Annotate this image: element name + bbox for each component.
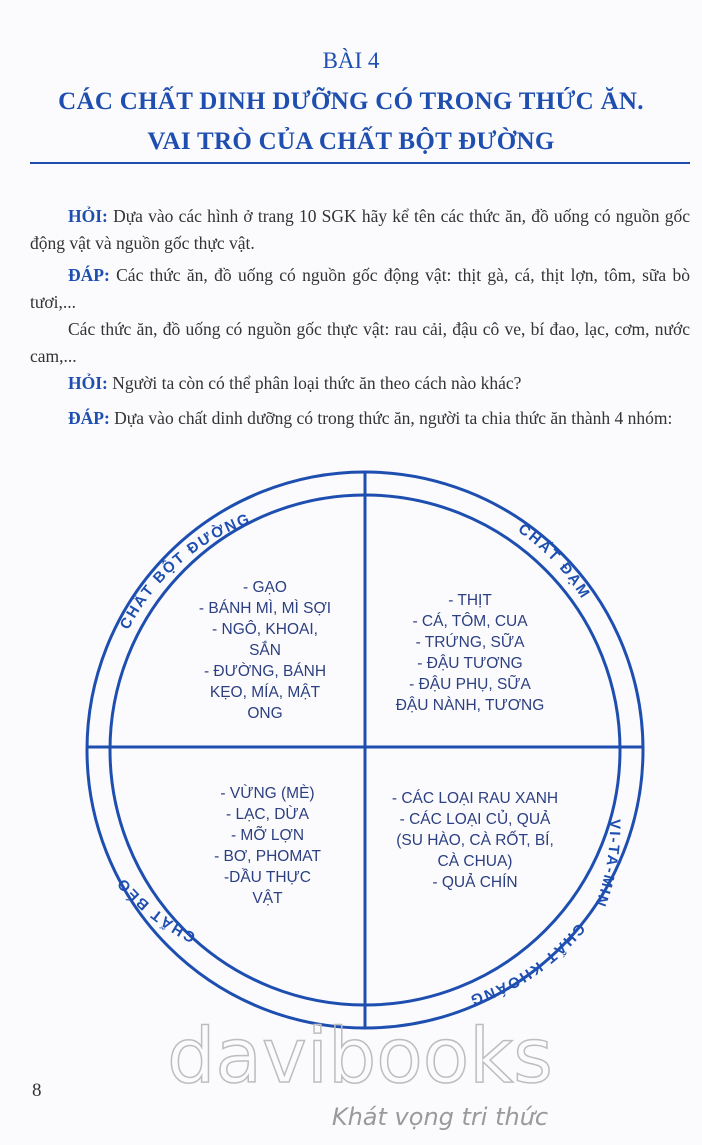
food-item: - BƠ, PHOMAT (214, 848, 321, 865)
food-item: - LẠC, DỪA (225, 806, 309, 823)
food-item: - QUẢ CHÍN (432, 874, 518, 891)
food-item: - MỠ LỢN (230, 827, 305, 844)
food-list-vitamin-mineral (365, 788, 585, 893)
food-item: - CÁ, TÔM, CUA (412, 613, 528, 630)
food-item: -DẦU THỰC (223, 869, 311, 886)
food-item: - GẠO (243, 579, 287, 596)
food-item: - ĐƯỜNG, BÁNH (203, 663, 327, 680)
paragraph-answer-2 (30, 405, 690, 432)
food-list-carbohydrate (175, 577, 355, 724)
food-item: KẸO, MÍA, MẬT (209, 684, 321, 701)
question-text: Dựa vào các hình ở trang 10 SGK hãy kể tên các thức ăn, đồ uống có nguồn gốc động vật và nguồn gốc thực vật. (30, 206, 690, 253)
food-item: - NGÔ, KHOAI, (212, 621, 318, 638)
group-label-mineral: CHẤT KHOÁNG (466, 919, 589, 1009)
question-text: Người ta còn có thể phân loại thức ăn theo cách nào khác? (107, 373, 522, 393)
group-label-carbohydrate: CHẤT BỘT ĐƯỜNG (116, 510, 254, 633)
food-list-fat (180, 783, 355, 909)
food-item: CÀ CHUA) (437, 853, 513, 870)
title-divider (30, 162, 690, 164)
food-list-protein (375, 590, 565, 716)
group-label-fat: CHẤT BÉO (112, 873, 199, 946)
answer-label: ĐÁP: (68, 265, 110, 285)
group-label-vitamin: VI-TA-MIN (591, 819, 624, 911)
food-item: VẬT (252, 890, 283, 907)
lesson-number: BÀI 4 (322, 48, 380, 73)
watermark-slogan: Khát vọng tri thức (331, 1103, 549, 1131)
answer-text: Dựa vào chất dinh dưỡng có trong thức ăn, người ta chia thức ăn thành 4 nhóm: (109, 408, 673, 428)
paragraph-answer-1-cont (30, 316, 690, 370)
paragraph-answer-1 (30, 262, 690, 316)
food-item: SẮN (249, 642, 281, 659)
food-item: - ĐẬU TƯƠNG (417, 655, 523, 672)
food-item: ONG (247, 705, 283, 722)
food-item: - BÁNH MÌ, MÌ SỢI (198, 600, 332, 617)
page-number: 8 (32, 1080, 42, 1101)
food-item: ĐẬU NÀNH, TƯƠNG (395, 697, 545, 714)
food-item: - CÁC LOẠI RAU XANH (391, 790, 559, 807)
food-item: - CÁC LOẠI CỦ, QUẢ (399, 811, 551, 828)
food-item: - TRỨNG, SỮA (415, 634, 525, 651)
food-item: - THỊT (448, 592, 492, 609)
answer-text: Các thức ăn, đồ uống có nguồn gốc thực vật: rau cải, đậu cô ve, bí đao, lạc, cơm, nước cam,... (30, 319, 690, 366)
watermark (150, 1000, 570, 1140)
food-item: - ĐẬU PHỤ, SỮA (409, 676, 531, 693)
watermark-brand: davibooks (167, 1011, 553, 1100)
answer-text: Các thức ăn, đồ uống có nguồn gốc động vật: thịt gà, cá, thịt lợn, tôm, sữa bò tươi,... (30, 265, 690, 312)
group-label-protein: CHẤT ĐẠM (514, 520, 594, 603)
question-label: HỎI: (68, 373, 108, 393)
paragraph-question-2 (30, 370, 690, 397)
question-label: HỎI: (68, 206, 108, 226)
food-item: - VỪNG (MÈ) (220, 785, 315, 802)
paragraph-question-1 (30, 203, 690, 257)
nutrient-group-diagram (0, 460, 702, 1060)
page-title-line1: CÁC CHẤT DINH DƯỠNG CÓ TRONG THỨC ĂN. (58, 88, 644, 115)
page-title-line2: VAI TRÒ CỦA CHẤT BỘT ĐƯỜNG (147, 128, 555, 155)
food-item: (SU HÀO, CÀ RỐT, BÍ, (396, 832, 554, 849)
answer-label: ĐÁP: (68, 408, 110, 428)
